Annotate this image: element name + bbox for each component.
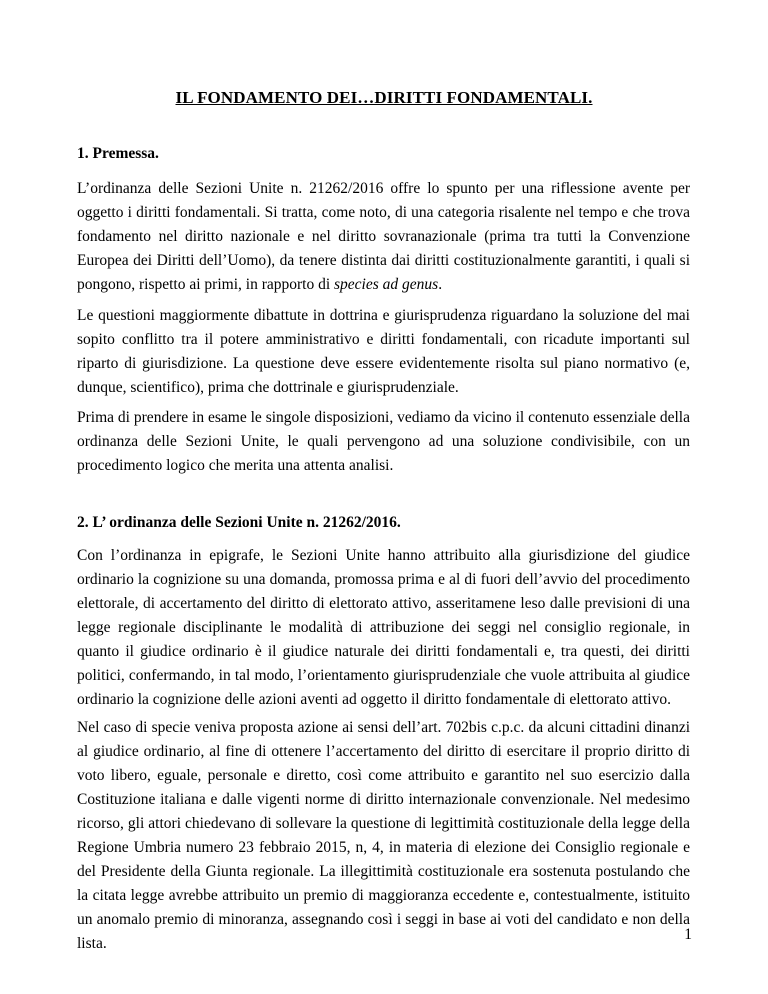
paragraph: Nel caso di specie veniva proposta azione ai sensi dell’art. 702bis c.p.c. da alcuni cittadini dinanzi al giudice ordinario, al fine di ottenere l’accertamento del diritto di esercitare il proprio diritto di voto libero, eguale, personale e diretto, così come attribuito e garantito nel suo esercizio dalla Costituzione italiana e dalle vigenti norme di diritto internazionale convenzionale. Nel medesimo ricorso, gli attori chiedevano di sollevare la questione di legittimità costituzionale della legge della Regione Umbria numero 23 febbraio 2015, n, 4, in materia di elezione dei Consiglio regionale e del Presidente della Giunta regionale. La illegittimità costituzionale era sostenuta postulando che la citata legge avrebbe attribuito un premio di maggioranza eccedente e, contestualmente, istituito un anomalo premio di minoranza, assegnando così i seggi in base ai voti del candidato e non della lista. bbox=[77, 719, 690, 952]
section-2-paragraph-1 bbox=[77, 544, 690, 712]
section-heading: 2. L’ ordinanza delle Sezioni Unite n. 21262/2016. bbox=[77, 514, 401, 531]
section-1-paragraph-3 bbox=[77, 406, 690, 478]
page-number: 1 bbox=[684, 926, 692, 943]
paragraph: Le questioni maggiormente dibattute in dottrina e giurisprudenza riguardano la soluzione del mai sopito conflitto tra il potere amministrativo e diritti fondamentali, con ricadute importanti sul riparto di giurisdizione. La questione deve essere evidentemente risolta sul piano normativo (e, dunque, scientifico), prima che dottrinale e giurisprudenziale. bbox=[77, 307, 690, 396]
paragraph-text: L’ordinanza delle Sezioni Unite n. 21262/2016 offre lo spunto per una riflessione avente per oggetto i diritti fondamentali. Si tratta, come noto, di una categoria risalente nel tempo e che trova fondamento nel diritto nazionale e nel diritto sovranazionale (prima tra tutti la Convenzione Europea dei Diritti dell’Uomo), da tenere distinta dai diritti costituzionalmente garantiti, i quali si pongono, rispetto ai primi, in rapporto di bbox=[77, 180, 690, 293]
paragraph: Con l’ordinanza in epigrafe, le Sezioni Unite hanno attribuito alla giurisdizione del giudice ordinario la cognizione su una domanda, promossa prima e al di fuori dell’avvio del procedimento elettorale, di accertamento del diritto di elettorato attivo, asseritamene leso dalle previsioni di una legge regionale disciplinante le modalità di attribuzione dei seggi nel consiglio regionale, in quanto il giudice ordinario è il giudice naturale dei diritti fondamentali e, tra questi, dei diritti politici, confermando, in tal modo, l’orientamento giurisprudenziale che vuole attribuita al giudice ordinario la cognizione delle azioni aventi ad oggetto il diritto fondamentale di elettorato attivo. bbox=[77, 547, 690, 708]
paragraph: Prima di prendere in esame le singole disposizioni, vediamo da vicino il contenuto essenziale della ordinanza delle Sezioni Unite, le quali pervengono ad una soluzione condivisibile, con un procedimento logico che merita una attenta analisi. bbox=[77, 409, 690, 474]
section-1-paragraph-1 bbox=[77, 177, 690, 297]
document-title: IL FONDAMENTO DEI…DIRITTI FONDAMENTALI. bbox=[175, 88, 593, 107]
section-heading: 1. Premessa. bbox=[77, 145, 159, 162]
section-1 bbox=[77, 142, 690, 166]
section-2-paragraph-2 bbox=[77, 716, 690, 956]
paragraph bbox=[77, 177, 690, 297]
section-1-paragraph-2 bbox=[77, 304, 690, 400]
paragraph-text-end: . bbox=[438, 276, 443, 293]
italic-phrase: species ad genus bbox=[334, 276, 439, 293]
section-2 bbox=[77, 511, 690, 535]
